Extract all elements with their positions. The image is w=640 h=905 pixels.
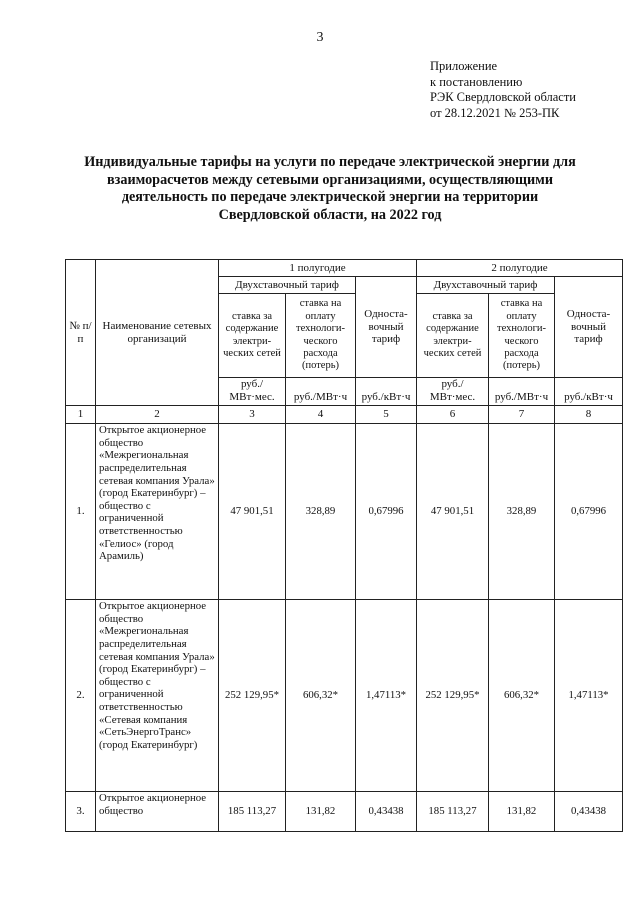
header-rate-losses-2: ставка на оплату технологи-ческого расхода (потерь) (489, 294, 555, 378)
annex-line: к постановлению (430, 74, 523, 89)
header-rate-losses-1: ставка на оплату технологи-ческого расхода (потерь) (286, 294, 356, 378)
unit-maint-1: руб./МВт·мес. (219, 378, 286, 406)
table-row (66, 600, 623, 792)
header-name: Наименование сетевых организаций (96, 260, 219, 406)
column-number: 1 (66, 406, 96, 424)
header-rate-maint-2: ставка за содержание электри-ческих сетей (417, 294, 489, 378)
unit-losses-2: руб./МВт·ч (489, 378, 555, 406)
unit-maint-2: руб./МВт·мес. (417, 378, 489, 406)
value-maint-2: 252 129,95* (417, 600, 489, 792)
document-title (70, 154, 590, 224)
tariff-table (65, 259, 623, 832)
column-number: 8 (555, 406, 623, 424)
value-losses-2: 328,89 (489, 424, 555, 600)
row-number: 1. (66, 424, 96, 600)
value-maint-2: 47 901,51 (417, 424, 489, 600)
unit-single-2: руб./кВт·ч (555, 378, 623, 406)
column-number: 4 (286, 406, 356, 424)
value-maint-2: 185 113,27 (417, 792, 489, 832)
unit-losses-1: руб./МВт·ч (286, 378, 356, 406)
header-two-part-2: Двухставочный тариф (417, 277, 555, 294)
column-number: 7 (489, 406, 555, 424)
unit-single-1: руб./кВт·ч (356, 378, 417, 406)
value-maint-1: 47 901,51 (219, 424, 286, 600)
value-losses-2: 131,82 (489, 792, 555, 832)
organization-name: Открытое акционерное общество (96, 792, 219, 832)
page-number: 3 (316, 30, 324, 45)
value-losses-1: 328,89 (286, 424, 356, 600)
title-line: деятельность по передаче электрической энергии на территории (121, 189, 539, 205)
column-number: 6 (417, 406, 489, 424)
table-row (66, 424, 623, 600)
row-number: 2. (66, 600, 96, 792)
value-maint-1: 252 129,95* (219, 600, 286, 792)
column-number: 3 (219, 406, 286, 424)
header-single-2: Односта-вочный тариф (555, 277, 623, 378)
value-losses-1: 606,32* (286, 600, 356, 792)
value-losses-2: 606,32* (489, 600, 555, 792)
annex-block (430, 59, 630, 121)
header-half-1: 1 полугодие (219, 260, 417, 277)
header-rate-maint-1: ставка за содержание электри-ческих сетей (219, 294, 286, 378)
annex-line: РЭК Свердловской области (430, 90, 576, 104)
column-number: 2 (96, 406, 219, 424)
table-row (66, 792, 623, 832)
annex-line: от 28.12.2021 № 253-ПК (430, 105, 560, 120)
value-losses-1: 131,82 (286, 792, 356, 832)
title-line: взаиморасчетов между сетевыми организациями, осуществляющими (106, 171, 554, 188)
value-single-1: 0,43438 (356, 792, 417, 832)
header-single-1: Односта-вочный тариф (356, 277, 417, 378)
value-single-2: 0,43438 (555, 792, 623, 832)
title-line: Индивидуальные тарифы на услуги по передаче электрической энергии для (84, 154, 576, 170)
value-maint-1: 185 113,27 (219, 792, 286, 832)
value-single-1: 0,67996 (356, 424, 417, 600)
organization-name: Открытое акционерное общество «Межрегиональная распределительная сетевая компания Урала» (город Екатеринбург) – общество с ограниченной ответственностью «Сетевая компания «СетьЭнергоТранс» (город Екатеринбург) (96, 600, 219, 792)
value-single-2: 1,47113* (555, 600, 623, 792)
value-single-1: 1,47113* (356, 600, 417, 792)
row-number: 3. (66, 792, 96, 832)
header-num: № п/п (66, 260, 96, 406)
organization-name: Открытое акционерное общество «Межрегиональная распределительная сетевая компания Урала» (город Екатеринбург) – общество с ограниченной ответственностью «Гелиос» (город Арамиль) (96, 424, 219, 600)
column-number-row (66, 406, 623, 424)
title-line: Свердловской области, на 2022 год (218, 206, 442, 223)
value-single-2: 0,67996 (555, 424, 623, 600)
annex-line: Приложение (430, 59, 498, 73)
header-two-part-1: Двухставочный тариф (219, 277, 356, 294)
header-half-2: 2 полугодие (417, 260, 623, 277)
column-number: 5 (356, 406, 417, 424)
